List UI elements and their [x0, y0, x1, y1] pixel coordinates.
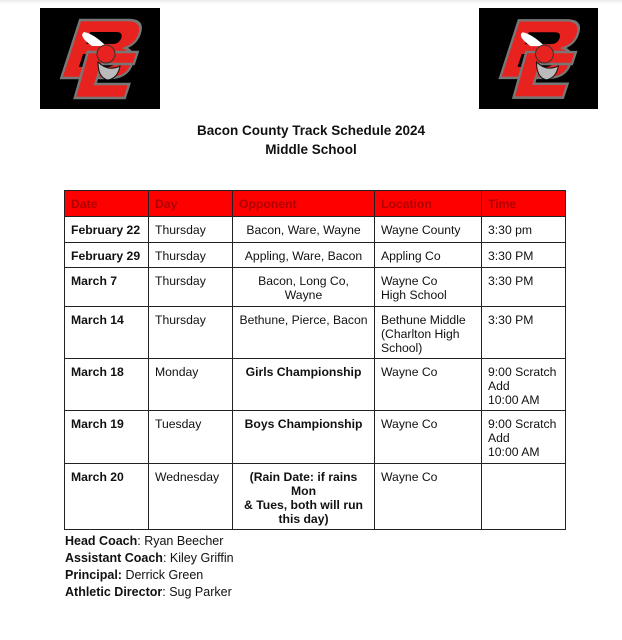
top-shadow — [0, 0, 622, 4]
cell-opponent: Boys Championship — [233, 411, 375, 464]
cell-day: Thursday — [149, 243, 233, 268]
cell-location — [375, 268, 482, 307]
cell-location: Appling Co — [375, 243, 482, 268]
cell-day: Monday — [149, 359, 233, 411]
column-header-location: Location — [375, 191, 482, 217]
cell-date: March 19 — [65, 411, 149, 464]
location-line: Bethune Middle — [381, 313, 466, 327]
table-row — [65, 243, 566, 268]
opponent-line: this day) — [278, 512, 329, 526]
cell-date: March 18 — [65, 359, 149, 411]
table-row — [65, 307, 566, 359]
bc-logo-icon — [40, 8, 160, 109]
table-row — [65, 217, 566, 243]
table-row — [65, 464, 566, 530]
location-line: Wayne Co — [381, 274, 438, 288]
cell-date: March 20 — [65, 464, 149, 530]
time-line: 9:00 Scratch — [488, 365, 557, 379]
cell-opponent: Bethune, Pierce, Bacon — [233, 307, 375, 359]
staff-principal: Principal: Derrick Green — [65, 568, 204, 582]
opponent-line: & Tues, both will run — [244, 498, 363, 512]
time-line: 10:00 AM — [488, 445, 540, 459]
cell-opponent: Appling, Ware, Bacon — [233, 243, 375, 268]
table-row — [65, 411, 566, 464]
cell-opponent: Girls Championship — [233, 359, 375, 411]
time-line: 9:00 Scratch — [488, 417, 557, 431]
page-title: Bacon County Track Schedule 2024 — [196, 123, 426, 138]
time-line: Add — [488, 379, 510, 393]
cell-day: Thursday — [149, 217, 233, 243]
page-subtitle: Middle School — [265, 142, 357, 157]
cell-location: Wayne Co — [375, 464, 482, 530]
column-header-date: Date — [65, 191, 149, 217]
cell-location: Wayne County — [375, 217, 482, 243]
cell-day: Tuesday — [149, 411, 233, 464]
location-line: High School — [381, 288, 447, 302]
cell-time: 3:30 PM — [482, 268, 566, 307]
cell-date: February 22 — [65, 217, 149, 243]
bacon-county-logo-left — [40, 8, 160, 109]
staff-athletic-director: Athletic Director: Sug Parker — [65, 585, 232, 599]
cell-time: 3:30 PM — [482, 243, 566, 268]
cell-location — [375, 307, 482, 359]
cell-day: Thursday — [149, 307, 233, 359]
location-line: (Charlton High — [381, 327, 460, 341]
cell-opponent: Bacon, Long Co, Wayne — [233, 268, 375, 307]
cell-time — [482, 359, 566, 411]
cell-time — [482, 411, 566, 464]
cell-location: Wayne Co — [375, 411, 482, 464]
cell-opponent: Bacon, Ware, Wayne — [233, 217, 375, 243]
staff-list — [65, 533, 234, 601]
cell-opponent — [233, 464, 375, 530]
cell-date: February 29 — [65, 243, 149, 268]
table-row — [65, 359, 566, 411]
schedule-table — [64, 190, 566, 530]
table-row — [65, 268, 566, 307]
column-header-day: Day — [149, 191, 233, 217]
staff-head-coach: Head Coach: Ryan Beecher — [65, 534, 224, 548]
cell-day: Thursday — [149, 268, 233, 307]
cell-time: 3:30 PM — [482, 307, 566, 359]
time-line: 10:00 AM — [488, 393, 540, 407]
cell-time: 3:30 pm — [482, 217, 566, 243]
bc-logo-icon — [479, 8, 598, 109]
cell-day: Wednesday — [149, 464, 233, 530]
staff-assistant-coach: Assistant Coach: Kiley Griffin — [65, 551, 234, 565]
column-header-time: Time — [482, 191, 566, 217]
location-line: School) — [381, 341, 423, 355]
column-header-opponent: Opponent — [233, 191, 375, 217]
table-header-row — [65, 191, 566, 217]
bacon-county-logo-right — [479, 8, 598, 109]
cell-date: March 7 — [65, 268, 149, 307]
time-line: Add — [488, 431, 510, 445]
cell-time — [482, 464, 566, 530]
opponent-line: (Rain Date: if rains Mon — [249, 470, 358, 498]
cell-location: Wayne Co — [375, 359, 482, 411]
cell-date: March 14 — [65, 307, 149, 359]
